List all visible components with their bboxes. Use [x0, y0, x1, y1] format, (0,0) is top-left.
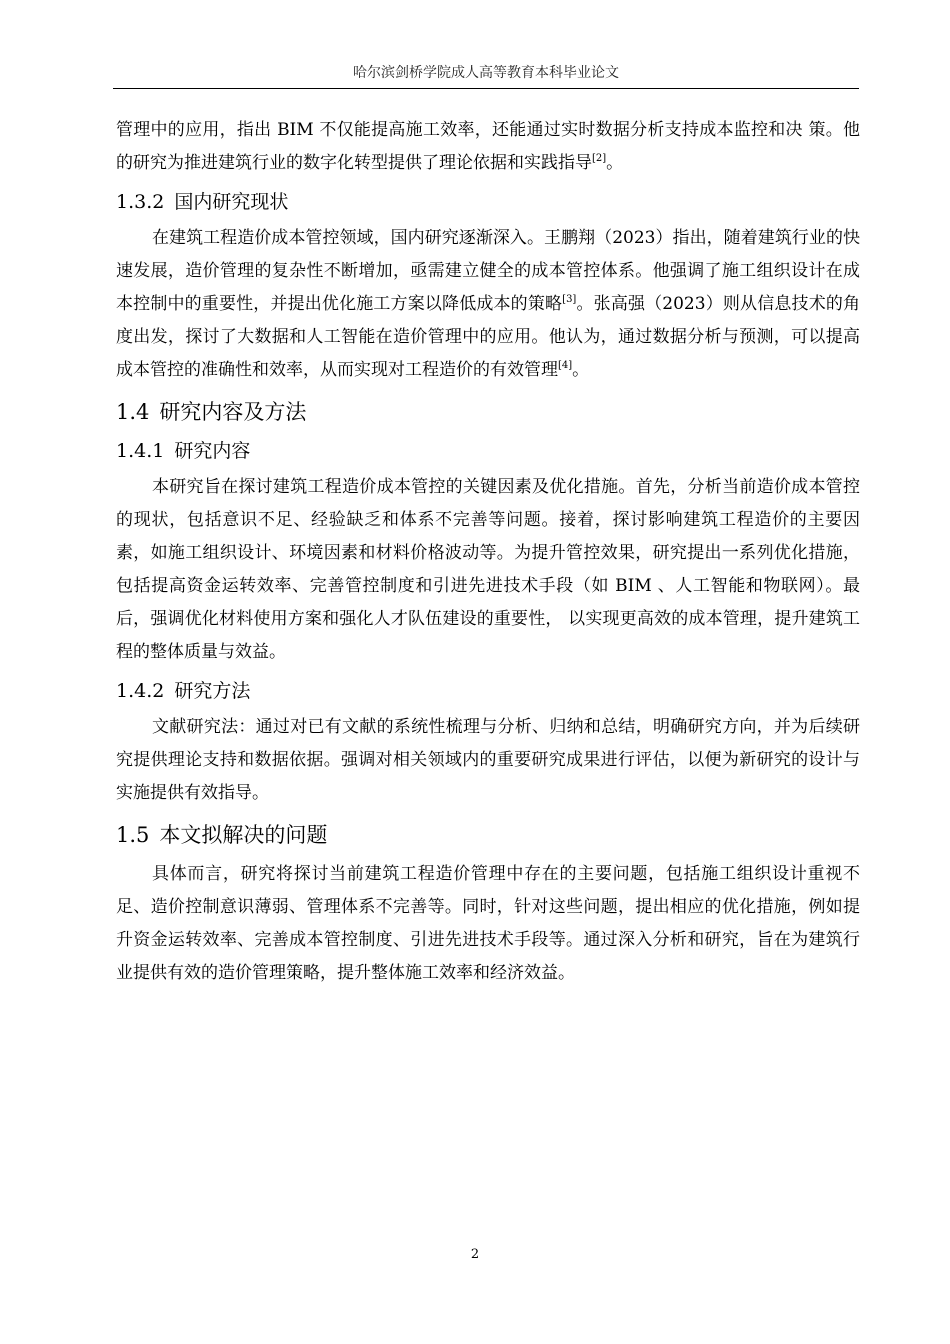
paragraph-text: 在建筑工程造价成本管控领域，国内研究逐渐深入。王鹏翔（2023）指出，随着建筑行业的快速发展，造价管理的复杂性不断增加，亟需建立健全的成本管控体系。他强调了施工组织设计在成本控制中的重要性，并提出优化施工方案以降低成本的策略	[116, 228, 860, 314]
section-title: 国内研究现状	[174, 191, 289, 213]
section-heading-1-4	[116, 395, 860, 429]
section-number: 1.3.2	[116, 191, 165, 213]
paragraph-text: 管理中的应用，指出 BIM 不仅能提高施工效率，还能通过实时数据分析支持成本监控和决 策。他的研究为推进建筑行业的数字化转型提供了理论依据和实践指导	[116, 120, 860, 173]
citation-ref: [2]	[592, 153, 607, 164]
section-number: 1.4.2	[116, 680, 165, 702]
section-number: 1.4.1	[116, 440, 165, 462]
paragraph-research-method: 文献研究法：通过对已有文献的系统性梳理与分析、归纳和总结，明确研究方向，并为后续研究提供理论支持和数据依据。强调对相关领域内的重要研究成果进行评估，以便为新研究的设计与实施提供有效指导。	[116, 717, 860, 803]
section-title: 研究方法	[174, 680, 251, 702]
citation-ref: [3]	[562, 294, 577, 305]
paragraph-domestic-research	[116, 222, 860, 387]
paragraph-continued	[116, 114, 860, 180]
section-heading-1-4-1	[116, 435, 860, 467]
section-heading-1-3-2	[116, 186, 860, 218]
section-heading-1-4-2	[116, 675, 860, 707]
section-title: 本文拟解决的问题	[159, 823, 328, 847]
section-title: 研究内容及方法	[159, 400, 307, 424]
running-header: 哈尔滨剑桥学院成人高等教育本科毕业论文	[353, 65, 619, 81]
section-number: 1.4	[116, 400, 150, 424]
section-heading-1-5	[116, 818, 860, 852]
section-title: 研究内容	[174, 440, 251, 462]
paragraph-research-content: 本研究旨在探讨建筑工程造价成本管控的关键因素及优化措施。首先，分析当前造价成本管控的现状，包括意识不足、经验缺乏和体系不完善等问题。接着，探讨影响建筑工程造价的主要因素，如施工组织设计、环境因素和材料价格波动等。为提升管控效果，研究提出一系列优化措施，包括提高资金运转效率、完善管控制度和引进先进技术手段（如 BIM 、人工智能和物联网）。最后，强调优化材料使用方案和强化人才队伍建设的重要性， 以实现更高效的成本管理，提升建筑工程的整体质量与效益。	[116, 477, 860, 662]
page-number: 2	[470, 1247, 480, 1262]
citation-ref: [4]	[558, 360, 573, 371]
paragraph-tail: 。	[606, 153, 624, 173]
section-number: 1.5	[116, 823, 150, 847]
page-body	[116, 114, 860, 990]
paragraph-problems: 具体而言，研究将探讨当前建筑工程造价管理中存在的主要问题，包括施工组织设计重视不足、造价控制意识薄弱、管理体系不完善等。同时，针对这些问题，提出相应的优化措施，例如提升资金运转效率、完善成本管控制度、引进先进技术手段等。通过深入分析和研究，旨在为建筑行业提供有效的造价管理策略，提升整体施工效率和经济效益。	[116, 864, 860, 983]
paragraph-tail: 。	[572, 360, 590, 380]
header-rule	[113, 88, 859, 89]
paragraph-text: 。张高强（2023）则从信息技术的角度出发，探讨了大数据和人工智能在造价管理中的应用。他认为，通过数据分析与预测，可以提高成本管控的准确性和效率，从而实现对工程造价的有效管理	[116, 294, 861, 380]
